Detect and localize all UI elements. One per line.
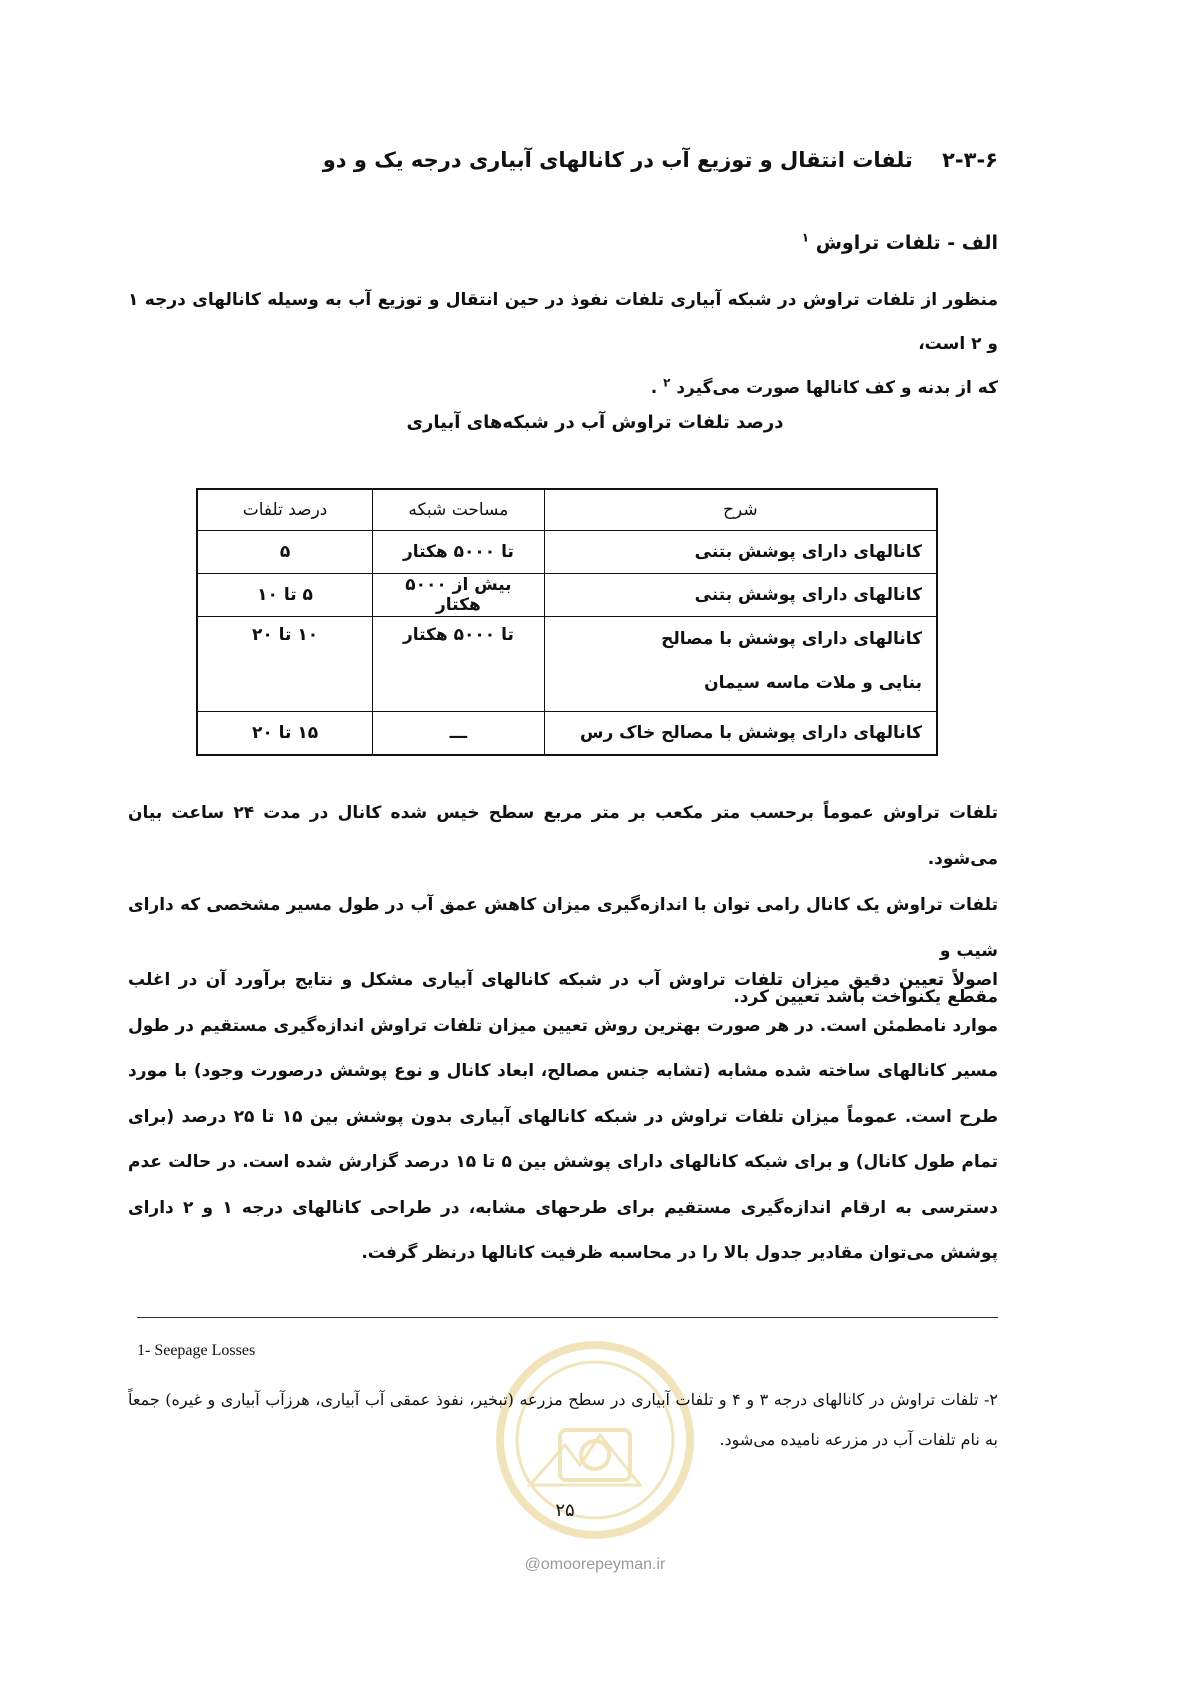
footnote-divider: [137, 1317, 998, 1318]
cell-description: کانالهای دارای پوشش بتنی: [544, 531, 937, 574]
cell-loss: ۵: [197, 531, 373, 574]
cell-description: [544, 617, 937, 712]
cell-area: تا ۵۰۰۰ هکتار: [373, 617, 545, 712]
cell-loss: ۵ تا ۱۰: [197, 574, 373, 617]
cell-description-line-2: بنایی و ملات ماسه سیمان: [704, 673, 922, 693]
cell-area: تا ۵۰۰۰ هکتار: [373, 531, 545, 574]
measurement-line-3: مقطع یکنواخت باشد تعیین کرد.: [733, 987, 998, 1007]
section-title: تلفات انتقال و توزیع آب در کانالهای آبیاری درجه یک و دو: [322, 148, 913, 172]
intro-paragraph: [128, 278, 998, 410]
watermark-site-text: omoorepeyman.ir: [540, 1556, 666, 1573]
measurement-line-1: تلفات تراوش عموماً برحسب متر مکعب بر متر مربع سطح خیس شده کانال در مدت ۲۴ ساعت بیان می‌شود.: [128, 803, 999, 869]
intro-line-2: [128, 366, 998, 410]
section-heading: [323, 148, 998, 172]
subheading: [802, 232, 998, 254]
intro-line-2-end: .: [650, 378, 658, 398]
cell-loss: ۱۵ تا ۲۰: [197, 712, 373, 756]
table-row: [197, 531, 937, 574]
section-number: ۲-۳-۶: [942, 148, 998, 172]
header-loss: درصد تلفات: [197, 489, 373, 531]
seepage-loss-table: [196, 488, 938, 756]
measurement-line-2: تلفات تراوش یک کانال رامی توان با اندازه‌گیری میزان کاهش عمق آب در طول مسیر مشخصی که دارای شیب و: [128, 895, 998, 961]
intro-line-1: منظور از تلفات تراوش در شبکه آبیاری تلفات نفوذ در حین انتقال و توزیع آب به وسیله کانالهای درجه ۱ و ۲ است،: [128, 290, 998, 354]
estimation-paragraph: اصولاً تعیین دقیق میزان تلفات تراوش آب در شبکه کانالهای آبیاری مشکل و نتایج برآورد آن در اغلب موارد نامطمئن است. در هر صورت بهترین روش تعیین میزان تلفات تراوش اندازه‌گیری مستقیم در طول مسیر کانالهای ساخته شده مشابه (تشابه جنس مصالح، ابعاد کانال و نوع پوشش درصورت وجود) با مورد طرح است. عموماً میزان تلفات تراوش در شبکه کانالهای آبیاری بدون پوشش بین ۱۵ تا ۲۵ درصد (برای تمام طول کانال) و برای شبکه کانالهای دارای پوشش بین ۵ تا ۱۵ درصد گزارش شده است. در حالت عدم دسترسی به ارقام اندازه‌گیری مستقیم برای طرحهای مشابه، در طراحی کانالهای درجه ۱ و ۲ دارای پوشش می‌توان مقادیر جدول بالا را در محاسبه ظرفیت کانالها درنظر گرفت.: [128, 970, 999, 1263]
table-row: [197, 712, 937, 756]
watermark-site-url: [480, 1556, 710, 1574]
table-row: [197, 574, 937, 617]
header-area: مساحت شبکه: [373, 489, 545, 531]
cell-area: ـــ: [373, 712, 545, 756]
at-icon: @: [524, 1556, 541, 1573]
table-row: [197, 617, 937, 712]
footnote-2: ۲- تلفات تراوش در کانالهای درجه ۳ و ۴ و تلفات آبیاری در سطح مزرعه (تبخیر، نفوذ عمقی آب آبیاری، هرزآب آبیاری و غیره) جمعاً به نام تلفات آب در مزرعه نامیده می‌شود.: [128, 1390, 999, 1449]
subheading-text: الف - تلفات تراوش: [815, 232, 998, 254]
cell-description: کانالهای دارای پوشش با مصالح خاک رس: [544, 712, 937, 756]
cell-area: بیش از ۵۰۰۰ هکتار: [373, 574, 545, 617]
footnote-ref-1[interactable]: ۱: [801, 230, 810, 245]
cell-loss: ۱۰ تا ۲۰: [197, 617, 373, 712]
footnote-1: 1- Seepage Losses: [137, 1342, 256, 1359]
footnote-ref-2[interactable]: ۲: [663, 375, 671, 390]
cell-description: کانالهای دارای پوشش بتنی: [544, 574, 937, 617]
table-header-row: [197, 489, 937, 531]
page-number: ۲۵: [555, 1500, 575, 1521]
table-caption: درصد تلفات تراوش آب در شبکه‌های آبیاری: [406, 412, 784, 433]
intro-line-2-text: که از بدنه و کف کانالها صورت می‌گیرد: [676, 378, 998, 398]
header-description: شرح: [544, 489, 937, 531]
cell-description-line-1: کانالهای دارای پوشش با مصالح: [661, 629, 922, 649]
